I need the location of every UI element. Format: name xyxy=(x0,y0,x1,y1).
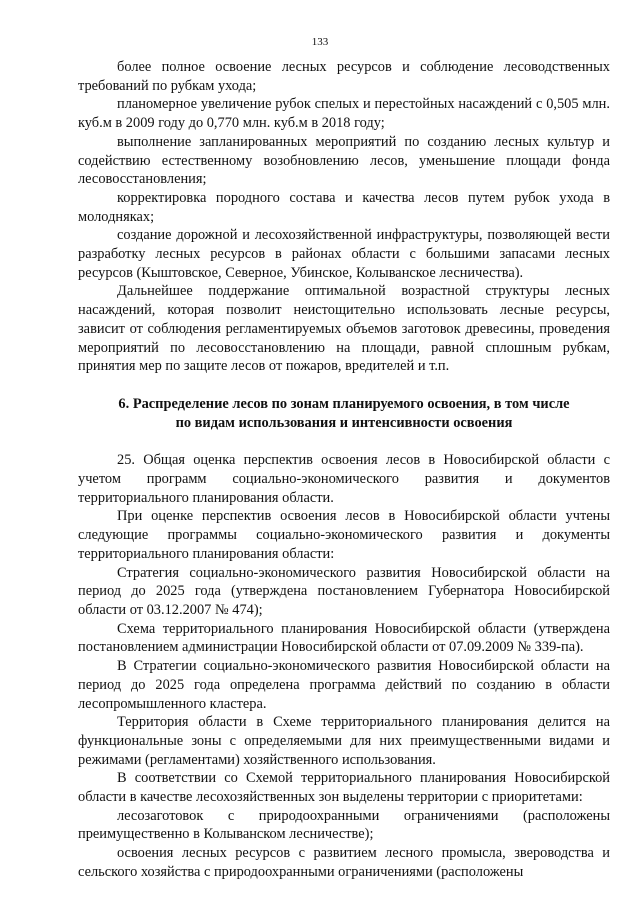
paragraph: лесозаготовок с природоохранными ограничениями (расположены преимущественно в Колыванском лесничестве); xyxy=(78,807,610,843)
paragraph: При оценке перспектив освоения лесов в Новосибирской области учтены следующие программы социально-экономического развития и документы территориального планирования области: xyxy=(78,508,610,562)
paragraph: планомерное увеличение рубок спелых и перестойных насаждений с 0,505 млн. куб.м в 2009 году до 0,770 млн. куб.м в 2018 году; xyxy=(78,96,610,132)
page-number: 133 xyxy=(311,36,329,48)
paragraph: Территория области в Схеме территориального планирования делится на функциональные зоны с определяемыми для них преимущественными видами и режимами (регламентами) хозяйственного использования. xyxy=(78,714,610,768)
paragraph: Стратегия социально-экономического развития Новосибирской области на период до 2025 года (утверждена постановлением Губернатора Новосибирской области от 03.12.2007 № 474); xyxy=(78,564,610,618)
paragraph: выполнение запланированных мероприятий по созданию лесных культур и содействию естественному возобновлению лесов, уменьшение площади фонда лесовосстановления; xyxy=(78,133,610,188)
paragraph: В Стратегии социально-экономического развития Новосибирской области на период до 2025 года определена программа действий по созданию в области лесопромышленного кластера. xyxy=(78,658,610,712)
paragraph: 25. Общая оценка перспектив освоения лесов в Новосибирской области с учетом программ социально-экономического развития и документов территориального планирования области. xyxy=(78,452,610,506)
paragraph: В соответствии со Схемой территориального планирования Новосибирской области в качестве лесохозяйственных зон выделены территории с приоритетами: xyxy=(78,770,610,806)
paragraph: освоения лесных ресурсов с развитием лесного промысла, звероводства и сельского хозяйства с природоохранными ограничениями (расположены xyxy=(78,845,610,880)
section-heading-line: 6. Распределение лесов по зонам планируемого освоения, в том числе xyxy=(118,395,570,412)
paragraph: создание дорожной и лесохозяйственной инфраструктуры, позволяющей вести разработку лесных ресурсов в районах области с большими запасами лесных ресурсов (Кыштовское, Северное, Убинское, Колыванское лесничества). xyxy=(78,227,610,281)
section-heading xyxy=(78,395,610,432)
section-heading-line: по видам использования и интенсивности освоения xyxy=(175,414,513,431)
paragraph: Дальнейшее поддержание оптимальной возрастной структуры лесных насаждений, которая позволит неистощительно использовать лесные ресурсы, зависит от соблюдения регламентируемых объемов заготовок древесины, проведения мероприятий по лесовосстановлению на площади, равной сплошным рубкам, принятия мер по защите лесов от пожаров, вредителей и т.п. xyxy=(78,283,610,375)
paragraph: более полное освоение лесных ресурсов и соблюдение лесоводственных требований по рубкам ухода; xyxy=(78,59,610,94)
document-body xyxy=(78,58,610,882)
paragraph: Схема территориального планирования Новосибирской области (утверждена постановлением администрации Новосибирской области от 07.09.2009 № 339-па). xyxy=(78,620,610,656)
paragraph: корректировка породного состава и качества лесов путем рубок ухода в молодняках; xyxy=(78,189,610,225)
